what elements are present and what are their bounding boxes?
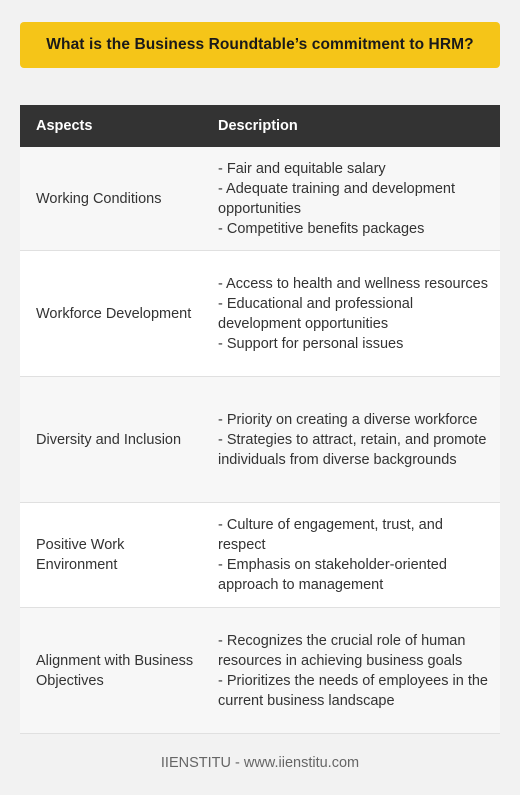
aspect-cell: Alignment with Business Objectives — [20, 608, 202, 734]
table-row — [20, 377, 500, 503]
description-line: - Priority on creating a diverse workforce — [218, 411, 478, 428]
table-row — [20, 147, 500, 251]
aspect-cell: Diversity and Inclusion — [20, 377, 202, 503]
description-line: - Adequate training and development opportunities — [218, 180, 456, 217]
description-line: - Educational and professional development opportunities — [218, 295, 414, 332]
description-cell — [202, 503, 500, 608]
table-row — [20, 608, 500, 734]
page-title: What is the Business Roundtable’s commitment to HRM? — [46, 36, 474, 53]
table-header-row — [20, 105, 500, 147]
hrm-commitment-table — [20, 105, 500, 734]
description-line: - Prioritizes the needs of employees in the current business landscape — [218, 672, 488, 709]
description-cell — [202, 608, 500, 734]
description-line: - Support for personal issues — [218, 335, 404, 352]
description-line: - Culture of engagement, trust, and respect — [218, 517, 443, 553]
footer-credit: IIENSTITU - www.iienstitu.com — [160, 755, 360, 771]
aspect-cell: Working Conditions — [20, 147, 202, 251]
description-cell — [202, 377, 500, 503]
header-aspects: Aspects — [20, 105, 202, 147]
description-line: - Fair and equitable salary — [218, 160, 386, 177]
description-line: - Competitive benefits packages — [218, 220, 425, 237]
title-banner — [20, 22, 500, 68]
aspect-cell: Workforce Development — [20, 251, 202, 377]
description-line: - Recognizes the crucial role of human resources in achieving business goals — [218, 632, 466, 669]
description-cell — [202, 251, 500, 377]
description-cell — [202, 147, 500, 251]
aspect-cell: Positive Work Environment — [20, 503, 202, 608]
description-line: - Access to health and wellness resources — [218, 275, 488, 292]
table-row — [20, 251, 500, 377]
header-description: Description — [202, 105, 500, 147]
description-line: - Emphasis on stakeholder-oriented approach to management — [218, 557, 447, 593]
description-line: - Strategies to attract, retain, and promote individuals from diverse backgrounds — [218, 431, 487, 468]
table-row — [20, 503, 500, 608]
